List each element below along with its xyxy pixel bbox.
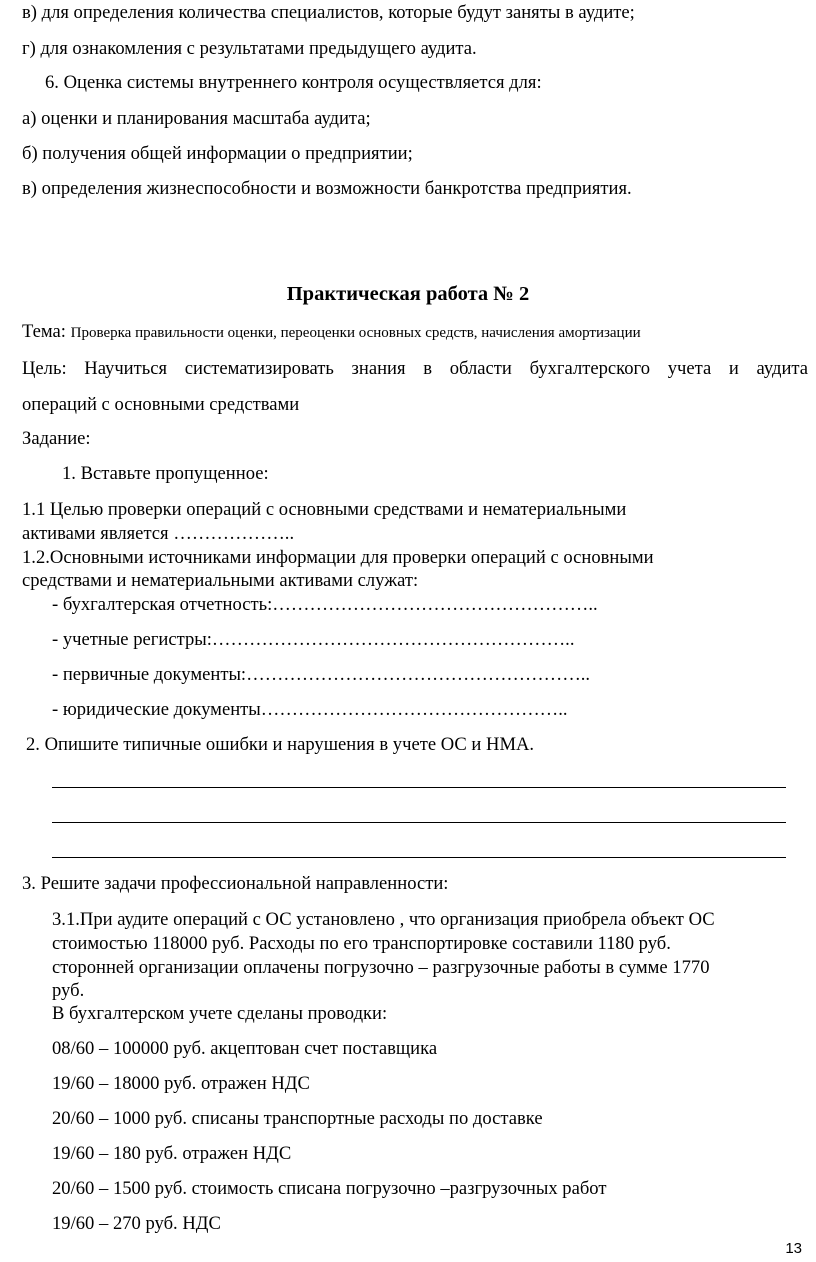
topic-text: Проверка правильности оценки, переоценки основных средств, начисления амортизации xyxy=(70,325,641,341)
question-6-option-v: в) определения жизнеспособности и возможности банкротства предприятия. xyxy=(22,178,632,199)
topic-line xyxy=(22,321,641,343)
task-label: Задание: xyxy=(22,428,91,449)
source-accounting-registers: - учетные регистры:………………………………………………….. xyxy=(52,629,575,650)
task-1: 1. Вставьте пропущенное: xyxy=(62,463,269,484)
problem-3-1-line-2: стоимостью 118000 руб. Расходы по его транспортировке составили 1180 руб. xyxy=(52,933,671,954)
source-legal-documents: - юридические документы………………………………………….. xyxy=(52,699,568,720)
problem-3-1-line-3: сторонней организации оплачены погрузочно – разгрузочные работы в сумме 1770 xyxy=(52,957,710,978)
source-primary-documents: - первичные документы:……………………………………………….. xyxy=(52,664,591,685)
problem-3-1-line-4: руб. xyxy=(52,980,85,1001)
task-1-1-line-2: активами является ……………….. xyxy=(22,523,295,544)
topic-label: Тема: xyxy=(22,321,66,342)
option-g: г) для ознакомления с результатами предыдущего аудита. xyxy=(22,38,477,59)
journal-entry: 08/60 – 100000 руб. акцептован счет поставщика xyxy=(52,1038,438,1059)
journal-entry: 19/60 – 270 руб. НДС xyxy=(52,1213,221,1234)
journal-entry: 19/60 – 180 руб. отражен НДС xyxy=(52,1143,292,1164)
source-financial-statements: - бухгалтерская отчетность:…………………………………………….. xyxy=(52,594,598,615)
answer-line-3 xyxy=(52,857,786,858)
problem-3-1-line-1: 3.1.При аудите операций с ОС установлено , что организация приобрела объект ОС xyxy=(52,909,715,930)
problem-3-1-line-5: В бухгалтерском учете сделаны проводки: xyxy=(52,1003,388,1024)
question-6-option-a: а) оценки и планирования масштаба аудита; xyxy=(22,108,371,129)
task-2: 2. Опишите типичные ошибки и нарушения в учете ОС и НМА. xyxy=(26,734,535,755)
task-1-1-line-1: 1.1 Целью проверки операций с основными средствами и нематериальными xyxy=(22,499,627,520)
option-v: в) для определения количества специалистов, которые будут заняты в аудите; xyxy=(22,2,635,23)
goal-line-2: операций с основными средствами xyxy=(22,394,300,415)
journal-entry: 20/60 – 1000 руб. списаны транспортные расходы по доставке xyxy=(52,1108,543,1129)
journal-entry: 20/60 – 1500 руб. стоимость списана погрузочно –разгрузочных работ xyxy=(52,1178,607,1199)
question-6: 6. Оценка системы внутреннего контроля осуществляется для: xyxy=(45,72,542,93)
page-number: 13 xyxy=(785,1240,802,1257)
goal-paragraph xyxy=(22,358,808,380)
answer-line-2 xyxy=(52,822,786,823)
task-1-2-line-1: 1.2.Основными источниками информации для проверки операций с основными xyxy=(22,547,654,568)
journal-entry: 19/60 – 18000 руб. отражен НДС xyxy=(52,1073,310,1094)
practical-work-title: Практическая работа № 2 xyxy=(286,283,530,305)
task-3: 3. Решите задачи профессиональной направленности: xyxy=(22,873,449,894)
answer-line-1 xyxy=(52,787,786,788)
question-6-option-b: б) получения общей информации о предприятии; xyxy=(22,143,413,164)
goal-line-1: Цель: Научиться систематизировать знания в области бухгалтерского учета и аудита xyxy=(22,358,808,379)
task-1-2-line-2: средствами и нематериальными активами служат: xyxy=(22,570,419,591)
